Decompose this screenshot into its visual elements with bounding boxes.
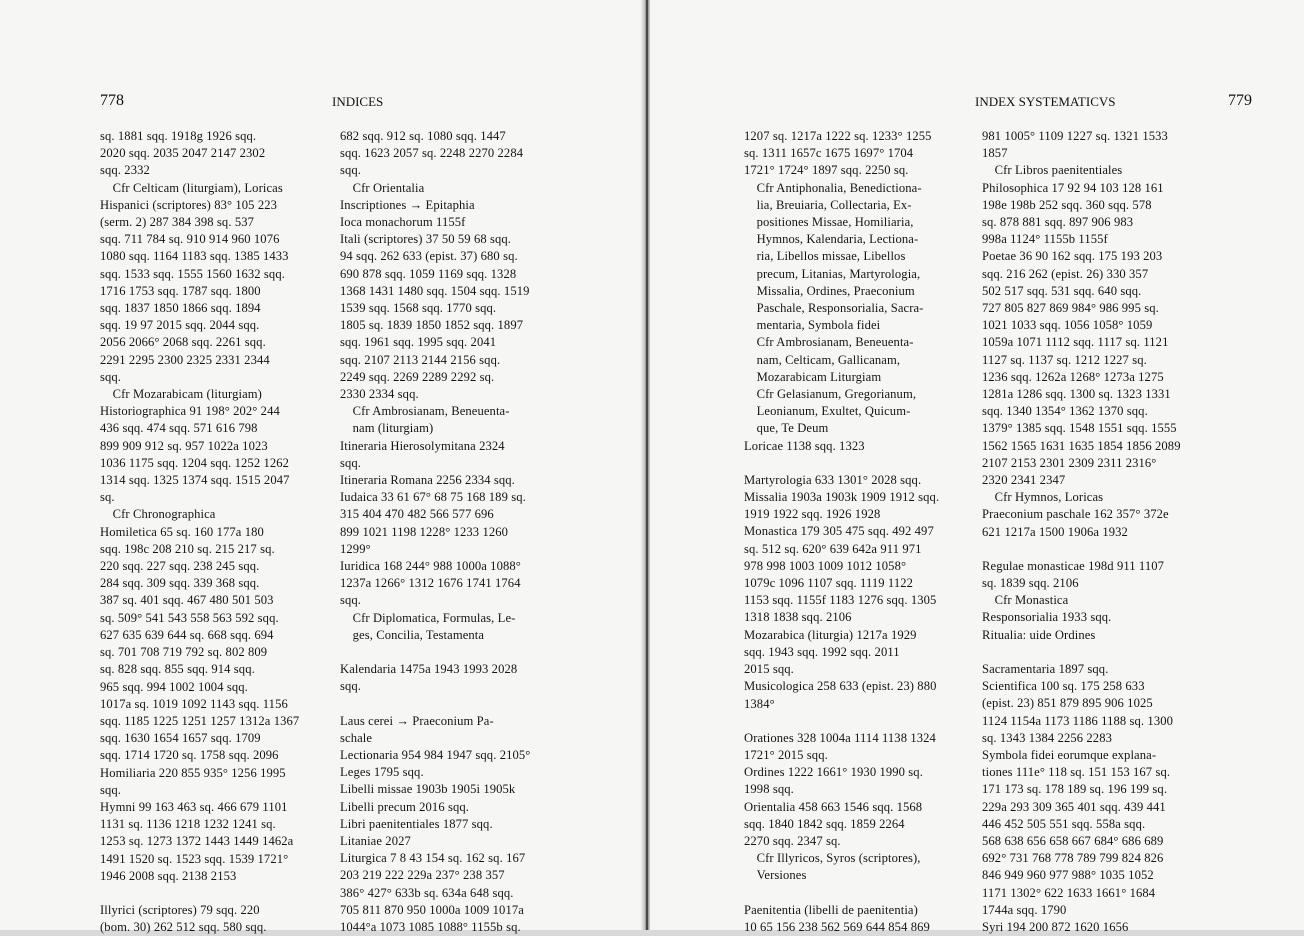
- index-entry: [340, 661, 564, 695]
- index-entry: [100, 799, 322, 885]
- right-page: [650, 0, 1304, 934]
- index-entry: [340, 764, 564, 781]
- entry-line: Ritualia: uide Ordines: [982, 627, 1096, 642]
- entry-line: 1153 sqq. 1155f 1183 1276 sqq. 1305: [744, 593, 937, 608]
- index-entry: [744, 627, 968, 679]
- entry-line: sqq. 1943 sqq. 1992 sqq. 2011: [744, 644, 900, 659]
- index-entry: [982, 506, 1210, 540]
- entry-line: 965 sqq. 994 1002 1004 sqq.: [100, 679, 248, 694]
- entry-line: sqq.: [340, 593, 362, 608]
- entry-line: Libri paenitentiales 1877 sqq.: [340, 816, 493, 831]
- entry-line: 1314 sqq. 1325 1374 sqq. 1515 2047: [100, 473, 290, 488]
- entry-line: Cfr Hymnos, Loricas: [994, 490, 1104, 505]
- entry-line: sqq.: [100, 369, 122, 384]
- entry-line: Libelli precum 2016 sqq.: [340, 799, 470, 814]
- index-entry: [340, 472, 564, 489]
- entry-line: Cfr Chronographica: [112, 507, 216, 522]
- entry-line: Versiones: [756, 868, 807, 883]
- entry-line: Leonianum, Exultet, Quicum-: [756, 404, 911, 419]
- entry-line: 1539 sqq. 1568 sqq. 1770 sqq.: [340, 301, 497, 316]
- entry-line: 1036 1175 sqq. 1204 sqq. 1252 1262: [100, 455, 290, 470]
- entry-line: 1253 sq. 1273 1372 1443 1449 1462a: [100, 834, 294, 849]
- cross-reference-entry: [744, 386, 968, 438]
- index-entry: [100, 197, 322, 386]
- cross-reference-entry: [982, 489, 1210, 506]
- entry-line: sqq.: [340, 679, 362, 694]
- entry-line: Litaniae 2027: [340, 833, 411, 848]
- entry-line: Scientifica 100 sq. 175 258 633: [982, 679, 1145, 694]
- index-entry: [340, 850, 564, 936]
- entry-line: 727 805 827 869 984° 986 995 sq.: [982, 301, 1159, 316]
- entry-line: 436 sqq. 474 sqq. 571 616 798: [100, 421, 258, 436]
- entry-line: Leges 1795 sqq.: [340, 765, 424, 780]
- entry-line: Missalia 1903a 1903k 1909 1912 sqq.: [744, 490, 940, 505]
- entry-line: 315 404 470 482 566 577 696: [340, 507, 494, 522]
- entry-line: (bom. 30) 262 512 sqq. 580 sqq.: [100, 920, 267, 935]
- entry-line: Regulae monasticae 198d 911 1107: [982, 558, 1165, 573]
- entry-line: sqq.: [340, 163, 362, 178]
- entry-line: 10 65 156 238 562 569 644 854 869: [744, 919, 930, 934]
- entry-line: 998a 1124° 1155b 1155f: [982, 232, 1108, 247]
- entry-line: 1744a sqq. 1790: [982, 902, 1067, 917]
- index-entry: [340, 558, 564, 610]
- index-entry: [100, 765, 322, 799]
- index-entry: [100, 902, 322, 936]
- entry-line: 1491 1520 sq. 1523 sqq. 1539 1721°: [100, 851, 289, 866]
- entry-line: Cfr Illyricos, Syros (scriptores),: [756, 851, 921, 866]
- index-entry: [340, 438, 564, 472]
- entry-line: positiones Missae, Homiliaria,: [756, 215, 914, 230]
- entry-line: 1281a 1286 sqq. 1300 sq. 1323 1331: [982, 387, 1171, 402]
- entry-line: sq. 509° 541 543 558 563 592 sqq.: [100, 610, 279, 625]
- cross-reference-entry: [744, 334, 968, 386]
- entry-line: sqq. 216 262 (epist. 26) 330 357: [982, 266, 1149, 281]
- index-entry: [340, 799, 564, 816]
- entry-line: 1080 sqq. 1164 1183 sqq. 1385 1433: [100, 249, 289, 264]
- index-entry: [982, 919, 1210, 936]
- entry-line: 1721° 2015 sqq.: [744, 747, 828, 762]
- entry-line: nam (liturgiam): [352, 421, 434, 436]
- entry-line: 1716 1753 sqq. 1787 sqq. 1800: [100, 283, 261, 298]
- entry-line: Monastica 179 305 475 sqq. 492 497: [744, 524, 934, 539]
- left-page: [0, 0, 645, 935]
- cross-reference-entry: [744, 850, 968, 884]
- index-entry: [744, 799, 968, 851]
- entry-line: 1237a 1266° 1312 1676 1741 1764: [340, 576, 521, 591]
- entry-line: sq. 1881 sqq. 1918g 1926 sqq.: [100, 129, 257, 143]
- entry-line: Mozarabica (liturgia) 1217a 1929: [744, 627, 917, 642]
- entry-line: Poetae 36 90 162 sqq. 175 193 203: [982, 249, 1163, 264]
- index-entry: [340, 231, 564, 403]
- entry-line: 2020 sqq. 2035 2047 2147 2302: [100, 146, 266, 161]
- index-entry: [982, 180, 1210, 249]
- entry-line: schale: [340, 730, 373, 745]
- index-entry: [744, 523, 968, 626]
- index-entry: [982, 609, 1210, 626]
- entry-line: (serm. 2) 287 384 398 sq. 537: [100, 215, 255, 230]
- index-entry: [340, 128, 564, 180]
- entry-line: 621 1217a 1500 1906a 1932: [982, 524, 1128, 539]
- entry-line: Homiliaria 220 855 935° 1256 1995: [100, 765, 286, 780]
- entry-line: 846 949 960 977 988° 1035 1052: [982, 868, 1154, 883]
- entry-line: Cfr Diplomatica, Formulas, Le-: [352, 610, 516, 625]
- entry-line: sq. 828 sqq. 855 sqq. 914 sqq.: [100, 662, 255, 677]
- index-entry: [982, 558, 1210, 592]
- left-page-number: 778: [100, 92, 124, 109]
- entry-line: 198e 198b 252 sqq. 360 sqq. 578: [982, 197, 1152, 212]
- entry-line: Homiletica 65 sq. 160 177a 180: [100, 524, 264, 539]
- entry-line: 690 878 sqq. 1059 1169 sqq. 1328: [340, 266, 517, 281]
- index-entry: [340, 713, 564, 747]
- right-running-title: INDEX SYSTEMATICVS: [975, 94, 1116, 109]
- entry-line: 899 1021 1198 1228° 1233 1260: [340, 524, 509, 539]
- entry-line: 2291 2295 2300 2325 2331 2344: [100, 352, 270, 367]
- cross-reference-entry: [100, 386, 322, 403]
- entry-line: Syri 194 200 872 1620 1656: [982, 919, 1129, 934]
- entry-line: 203 219 222 229a 237° 238 357: [340, 868, 505, 883]
- right-page-number: 779: [1228, 92, 1252, 109]
- entry-line: Inscriptiones → Epitaphia: [340, 197, 475, 212]
- entry-line: 692° 731 768 778 789 799 824 826: [982, 851, 1164, 866]
- entry-line: 1017a sq. 1019 1092 1143 sqq. 1156: [100, 696, 288, 711]
- entry-line: Cfr Monastica: [994, 593, 1069, 608]
- entry-line: sqq.: [100, 782, 122, 797]
- entry-line: Iuridica 168 244° 988 1000a 1088°: [340, 559, 521, 574]
- entry-line: Hymni 99 163 463 sq. 466 679 1101: [100, 799, 288, 814]
- entry-line: 229a 293 309 365 401 sqq. 439 441: [982, 799, 1166, 814]
- index-entry: [340, 197, 564, 214]
- entry-line: 1721° 1724° 1897 sqq. 2250 sq.: [744, 163, 909, 178]
- entry-line: 387 sq. 401 sqq. 467 480 501 503: [100, 593, 274, 608]
- entry-line: 2330 2334 sqq.: [340, 387, 419, 402]
- entry-line: sq. 1839 sqq. 2106: [982, 576, 1079, 591]
- entry-line: 94 sqq. 262 633 (epist. 37) 680 sq.: [340, 249, 518, 264]
- entry-line: 2015 sqq.: [744, 662, 794, 677]
- cross-reference-entry: [340, 610, 564, 644]
- entry-line: precum, Litanias, Martyrologia,: [756, 266, 921, 281]
- index-entry: [744, 730, 968, 764]
- index-entry: [744, 678, 968, 712]
- entry-line: 1127 sq. 1137 sq. 1212 1227 sq.: [982, 352, 1147, 367]
- entry-line: sq. 512 sq. 620° 639 642a 911 971: [744, 541, 922, 556]
- entry-line: Hymnos, Kalendaria, Lectiona-: [756, 232, 919, 247]
- entry-line: Iudaica 33 61 67° 68 75 168 189 sq.: [340, 490, 526, 505]
- entry-line: sqq. 2332: [100, 163, 150, 178]
- entry-line: sqq.: [340, 455, 362, 470]
- entry-line: 1021 1033 sqq. 1056 1058° 1059: [982, 318, 1153, 333]
- right-column-1: [744, 128, 968, 936]
- entry-line: 1059a 1071 1112 sqq. 1117 sq. 1121: [982, 335, 1169, 350]
- entry-line: sq.: [100, 490, 115, 505]
- entry-line: 386° 427° 633b sq. 634a 648 sqq.: [340, 885, 514, 900]
- entry-line: Ioca monachorum 1155f: [340, 215, 466, 230]
- index-entry: [744, 438, 968, 455]
- left-column-2: [340, 128, 564, 936]
- entry-line: Illyrici (scriptores) 79 sqq. 220: [100, 902, 260, 917]
- index-entry: [340, 747, 564, 764]
- index-entry: [982, 747, 1210, 919]
- entry-line: 2056 2066° 2068 sqq. 2261 sqq.: [100, 335, 266, 350]
- entry-line: Cfr Antiphonalia, Benedictiona-: [756, 180, 922, 195]
- index-entry: [744, 902, 968, 936]
- entry-line: nam, Celticam, Gallicanam,: [756, 352, 901, 367]
- entry-line: 978 998 1003 1009 1012 1058°: [744, 558, 907, 573]
- entry-line: 568 638 656 658 667 684° 686 689: [982, 833, 1164, 848]
- left-column-1: [100, 128, 322, 936]
- entry-line: sqq. 1837 1850 1866 sqq. 1894: [100, 301, 261, 316]
- entry-line: sqq. 2107 2113 2144 2156 sqq.: [340, 352, 501, 367]
- entry-line: Cfr Libros paenitentiales: [994, 163, 1123, 178]
- entry-line: Responsorialia 1933 sqq.: [982, 610, 1112, 625]
- index-entry: [340, 781, 564, 798]
- entry-line: Orientalia 458 663 1546 sqq. 1568: [744, 799, 923, 814]
- entry-line: 171 173 sq. 178 189 sq. 196 199 sq.: [982, 782, 1168, 797]
- entry-line: Ordines 1222 1661° 1930 1990 sq.: [744, 765, 923, 780]
- entry-line: 446 452 505 551 sqq. 558a sqq.: [982, 816, 1146, 831]
- entry-line: 1236 sqq. 1262a 1268° 1273a 1275: [982, 369, 1164, 384]
- entry-line: Historiographica 91 198° 202° 244: [100, 404, 280, 419]
- entry-line: ria, Libellos missae, Libellos: [756, 249, 906, 264]
- entry-line: 2107 2153 2301 2309 2311 2316°: [982, 455, 1157, 470]
- entry-line: 899 909 912 sq. 957 1022a 1023: [100, 438, 268, 453]
- entry-line: sqq. 1185 1225 1251 1257 1312a 1367: [100, 713, 300, 728]
- entry-line: sqq. 1840 1842 sqq. 1859 2264: [744, 816, 905, 831]
- entry-line: ges, Concilia, Testamenta: [352, 627, 485, 642]
- entry-line: sqq. 1623 2057 sq. 2248 2270 2284: [340, 146, 524, 161]
- entry-line: Itali (scriptores) 37 50 59 68 sqq.: [340, 232, 512, 247]
- cross-reference-entry: [982, 592, 1210, 609]
- entry-line: 1919 1922 sqq. 1926 1928: [744, 507, 881, 522]
- entry-line: 1079c 1096 1107 sqq. 1119 1122: [744, 576, 914, 591]
- entry-line: Kalendaria 1475a 1943 1993 2028: [340, 662, 518, 677]
- entry-line: Missalia, Ordines, Praeconium: [756, 283, 915, 298]
- entry-line: 1384°: [744, 696, 775, 711]
- index-entry: [744, 128, 968, 180]
- entry-line: 2249 sqq. 2269 2289 2292 sq.: [340, 369, 495, 384]
- entry-line: 1562 1565 1631 1635 1854 1856 2089: [982, 438, 1181, 453]
- entry-line: Cfr Ambrosianam, Beneuenta-: [756, 335, 914, 350]
- entry-line: 627 635 639 644 sq. 668 sqq. 694: [100, 627, 274, 642]
- entry-line: 1207 sq. 1217a 1222 sq. 1233° 1255: [744, 129, 932, 143]
- right-column-2: [982, 128, 1210, 936]
- entry-line: sqq. 711 784 sq. 910 914 960 1076: [100, 232, 280, 247]
- entry-line: que, Te Deum: [756, 421, 829, 436]
- index-entry: [340, 489, 564, 558]
- index-entry: [100, 128, 322, 180]
- entry-line: tiones 111e° 118 sq. 151 153 167 sq.: [982, 765, 1171, 780]
- entry-line: Liturgica 7 8 43 154 sq. 162 sq. 167: [340, 851, 526, 866]
- entry-line: 1044°a 1073 1085 1088° 1155b sq.: [340, 919, 521, 934]
- entry-line: sqq. 1961 sqq. 1995 sqq. 2041: [340, 335, 497, 350]
- index-entry: [982, 248, 1210, 489]
- entry-line: sq. 1311 1657c 1675 1697° 1704: [744, 146, 914, 161]
- entry-line: sqq. 1340 1354° 1362 1370 sqq.: [982, 404, 1148, 419]
- entry-line: Itineraria Hierosolymitana 2324: [340, 438, 505, 453]
- index-entry: [982, 661, 1210, 678]
- entry-line: sqq. 19 97 2015 sqq. 2044 sqq.: [100, 318, 260, 333]
- entry-line: Hispanici (scriptores) 83° 105 223: [100, 197, 278, 212]
- index-entry: [744, 489, 968, 523]
- entry-line: sq. 701 708 719 792 sq. 802 809: [100, 645, 268, 660]
- entry-line: Lectionaria 954 984 1947 sqq. 2105°: [340, 747, 531, 762]
- entry-line: mentaria, Symbola fidei: [756, 318, 881, 333]
- index-entry: [340, 816, 564, 833]
- entry-line: sqq. 1630 1654 1657 sqq. 1709: [100, 731, 261, 746]
- entry-line: sqq. 1714 1720 sq. 1758 sqq. 2096: [100, 748, 279, 763]
- cross-reference-entry: [982, 162, 1210, 179]
- entry-line: 1131 sq. 1136 1218 1232 1241 sq.: [100, 817, 276, 832]
- entry-line: 1318 1838 sqq. 2106: [744, 610, 852, 625]
- entry-line: sq. 878 881 sqq. 897 906 983: [982, 215, 1134, 230]
- entry-line: Praeconium paschale 162 357° 372e: [982, 507, 1169, 522]
- index-entry: [340, 214, 564, 231]
- entry-line: Cfr Mozarabicam (liturgiam): [112, 387, 262, 402]
- entry-line: Musicologica 258 633 (epist. 23) 880: [744, 679, 937, 694]
- entry-line: 1857: [982, 146, 1008, 161]
- entry-line: 284 sqq. 309 sqq. 339 368 sqq.: [100, 576, 260, 591]
- entry-line: 1805 sq. 1839 1850 1852 sqq. 1897: [340, 318, 524, 333]
- entry-line: Paenitentia (libelli de paenitentia): [744, 902, 918, 917]
- entry-line: 1124 1154a 1173 1186 1188 sq. 1300: [982, 713, 1174, 728]
- entry-line: 1379° 1385 sqq. 1548 1551 sqq. 1555: [982, 421, 1177, 436]
- cross-reference-entry: [744, 180, 968, 335]
- index-entry: [982, 128, 1210, 162]
- entry-line: Cfr Gelasianum, Gregorianum,: [756, 387, 917, 402]
- left-running-title: INDICES: [332, 94, 384, 109]
- cross-reference-entry: [340, 180, 564, 197]
- entry-line: 705 811 870 950 1000a 1009 1017a: [340, 902, 524, 917]
- entry-line: Martyrologia 633 1301° 2028 sqq.: [744, 472, 922, 487]
- entry-line: Cfr Celticam (liturgiam), Loricas: [112, 180, 283, 195]
- entry-line: Orationes 328 1004a 1114 1138 1324: [744, 730, 936, 745]
- entry-line: 1171 1302° 622 1633 1661° 1684: [982, 885, 1156, 900]
- entry-line: 502 517 sqq. 531 sqq. 640 sqq.: [982, 283, 1142, 298]
- entry-line: Cfr Ambrosianam, Beneuenta-: [352, 404, 510, 419]
- cross-reference-entry: [100, 180, 322, 197]
- entry-line: Paschale, Responsorialia, Sacra-: [756, 301, 924, 316]
- entry-line: Cfr Orientalia: [352, 180, 425, 195]
- entry-line: sqq. 1533 sqq. 1555 1560 1632 sqq.: [100, 266, 285, 281]
- index-entry: [100, 524, 322, 765]
- entry-line: lia, Breuiaria, Collectaria, Ex-: [756, 197, 912, 212]
- index-entry: [744, 764, 968, 798]
- entry-line: 1946 2008 sqq. 2138 2153: [100, 868, 237, 883]
- entry-line: 1299°: [340, 541, 371, 556]
- entry-line: 981 1005° 1109 1227 sq. 1321 1533: [982, 129, 1168, 143]
- cross-reference-entry: [340, 403, 564, 437]
- entry-line: (epist. 23) 851 879 895 906 1025: [982, 696, 1153, 711]
- entry-line: Symbola fidei eorumque explana-: [982, 747, 1157, 762]
- entry-line: 220 sqq. 227 sqq. 238 245 sqq.: [100, 559, 260, 574]
- entry-line: Mozarabicam Liturgiam: [756, 369, 882, 384]
- entry-line: 682 sqq. 912 sq. 1080 sqq. 1447: [340, 129, 506, 143]
- index-entry: [744, 472, 968, 489]
- entry-line: Libelli missae 1903b 1905i 1905k: [340, 782, 516, 797]
- index-entry: [982, 678, 1210, 747]
- entry-line: 2270 sqq. 2347 sq.: [744, 833, 841, 848]
- entry-line: sq. 1343 1384 2256 2283: [982, 730, 1112, 745]
- entry-line: sqq. 198c 208 210 sq. 215 217 sq.: [100, 541, 275, 556]
- index-entry: [982, 627, 1210, 644]
- index-entry: [100, 403, 322, 506]
- entry-line: Loricae 1138 sqq. 1323: [744, 438, 865, 453]
- entry-line: Philosophica 17 92 94 103 128 161: [982, 180, 1164, 195]
- entry-line: Sacramentaria 1897 sqq.: [982, 661, 1109, 676]
- entry-line: 1998 sqq.: [744, 782, 794, 797]
- entry-line: 2320 2341 2347: [982, 473, 1066, 488]
- entry-line: Itineraria Romana 2256 2334 sqq.: [340, 473, 515, 488]
- entry-line: 1368 1431 1480 sqq. 1504 sqq. 1519: [340, 283, 530, 298]
- index-entry: [340, 833, 564, 850]
- entry-line: Laus cerei → Praeconium Pa-: [340, 713, 494, 728]
- cross-reference-entry: [100, 506, 322, 523]
